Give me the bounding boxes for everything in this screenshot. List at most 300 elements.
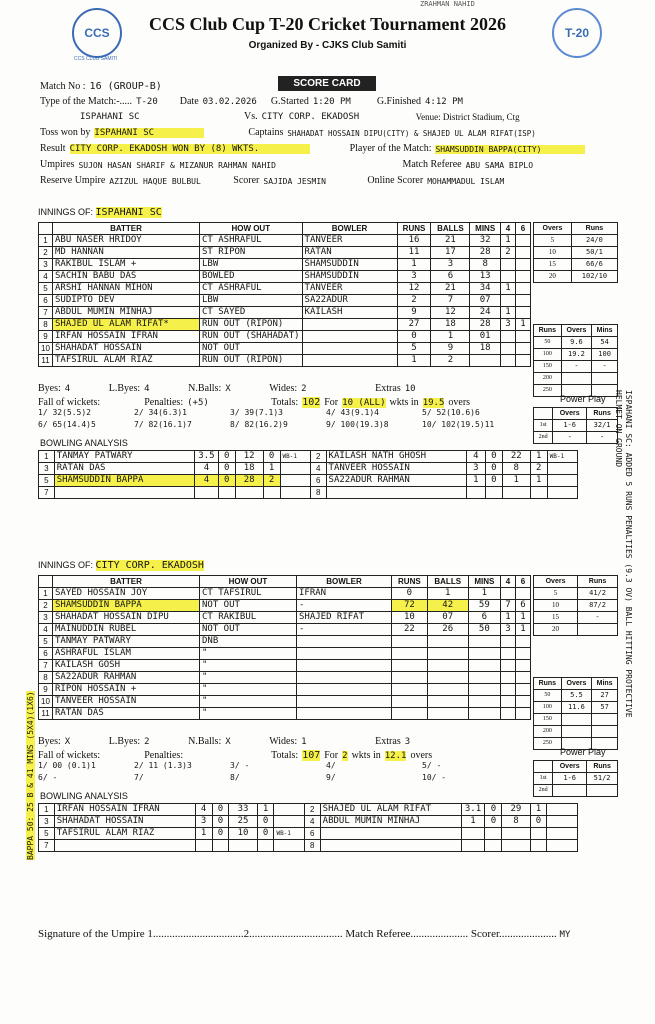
bowler-number: 6	[310, 475, 326, 487]
innings1-heading	[38, 207, 162, 218]
total-value: 102	[302, 397, 321, 408]
team1-value: ISPAHANI SC	[80, 112, 140, 122]
bowler-name	[302, 319, 397, 331]
bowler-maidens: 0	[485, 816, 502, 828]
fow-label: Fall of wickets:	[38, 750, 101, 761]
scorer-label: Scorer	[233, 175, 260, 186]
score-at-over: 87/2	[578, 600, 618, 612]
col-pp-runs: Runs	[587, 761, 618, 773]
bowler-name	[320, 840, 461, 852]
batting-header-row	[39, 576, 531, 588]
sixes	[516, 259, 531, 271]
row-number: 9	[39, 331, 53, 343]
bowling-row	[39, 840, 578, 852]
wides-value: 2	[301, 384, 307, 394]
power-play-row	[534, 785, 618, 797]
pp-overs: 1-6	[553, 773, 587, 785]
bowler-runs: 12	[235, 451, 263, 463]
fow-entry: 7/	[134, 773, 144, 782]
batting-row	[39, 331, 531, 343]
row-number: 3	[39, 612, 53, 624]
extras-label: Extras	[375, 383, 401, 394]
milestone-mins: 57	[592, 702, 618, 714]
sixes: 6	[516, 600, 531, 612]
bowler-number: 3	[39, 816, 55, 828]
how-out: RUN OUT (RIPON)	[200, 319, 303, 331]
milestone-mins	[592, 726, 618, 738]
fours: 1	[501, 612, 516, 624]
bowler-name	[297, 696, 392, 708]
row-number: 9	[39, 684, 53, 696]
bowler-name: SHAJED UL ALAM RIFAT	[320, 804, 461, 816]
referee-value: ABU SAMA BIPLO	[465, 161, 534, 170]
how-out: CT ASHRAFUL	[200, 283, 303, 295]
batter-name: SHAMSUDDIN BAPPA	[53, 600, 200, 612]
mins: 24	[470, 307, 501, 319]
mins: 07	[470, 295, 501, 307]
bowler-name: TANMAY PATWARY	[54, 451, 194, 463]
bowler-name: -	[297, 624, 392, 636]
overs-row	[534, 247, 618, 259]
bowler-name: TANVEER	[302, 283, 397, 295]
bowler-number: 2	[304, 804, 320, 816]
col-sixes: 6	[516, 576, 531, 588]
power-play-label: Power Play	[560, 747, 606, 757]
runs	[392, 672, 428, 684]
overs-row	[534, 588, 618, 600]
batter-name: SAYED HOSSAIN JOY	[53, 588, 200, 600]
bowler-runs	[502, 840, 530, 852]
vs-label: Vs.	[244, 111, 258, 122]
balls	[427, 708, 468, 720]
row-number: 10	[39, 343, 53, 355]
milestones-table	[533, 677, 618, 750]
fours	[501, 708, 516, 720]
result-line	[40, 140, 640, 154]
wides-label: Wides:	[269, 736, 298, 747]
bowler-maidens	[485, 840, 502, 852]
row-number: 7	[39, 660, 53, 672]
bowler-wickets	[530, 828, 547, 840]
score-at-over: -	[578, 612, 618, 624]
batter-name: ABDUL MUMIN MINHAJ	[53, 307, 200, 319]
fow-label: Fall of wickets:	[38, 397, 101, 408]
batter-name: ASHRAFUL ISLAM	[53, 648, 200, 660]
innings2-side-note	[26, 691, 35, 860]
over-mark: 10	[534, 600, 578, 612]
milestone-runs: 250	[534, 738, 562, 750]
innings-label: INNINGS OF:	[38, 207, 94, 217]
innings-label: INNINGS OF:	[38, 560, 94, 570]
batting-row	[39, 672, 531, 684]
match-type-line	[40, 93, 630, 107]
how-out: RUN OUT (RIPON)	[200, 355, 303, 367]
mins	[468, 696, 500, 708]
batter-name: TANVEER HOSSAIN	[53, 696, 200, 708]
team2-value: CITY CORP. EKADOSH	[261, 112, 360, 122]
bowler-number: 3	[39, 463, 55, 475]
toss-label: Toss won by	[40, 127, 91, 138]
penalties-value: (+5)	[187, 398, 209, 408]
power-play-table	[533, 407, 618, 444]
referee-signature: Match Referee.....................	[345, 928, 469, 940]
bowler-overs: 1	[461, 816, 485, 828]
bowler-runs	[502, 487, 530, 499]
bowler-runs: 8	[502, 816, 530, 828]
bowler-name	[302, 355, 397, 367]
col-num	[39, 576, 53, 588]
bowler-extras	[547, 804, 578, 816]
fours	[501, 672, 516, 684]
fours: 1	[501, 235, 516, 247]
nballs-label: N.Balls:	[188, 383, 222, 394]
bowler-wickets: 1	[530, 451, 547, 463]
bowler-overs: 4	[194, 475, 218, 487]
sixes	[516, 588, 531, 600]
pp-label: 1st	[534, 773, 553, 785]
mins: 28	[470, 247, 501, 259]
mins: 59	[468, 600, 500, 612]
bowler-name: SHAMSUDDIN BAPPA	[54, 475, 194, 487]
fours	[501, 636, 516, 648]
how-out: "	[200, 708, 297, 720]
pp-label: 2nd	[534, 432, 553, 444]
toss-value: ISPAHANI SC	[94, 128, 204, 138]
bowler-overs: 3	[466, 463, 485, 475]
col-overs: Overs	[534, 576, 578, 588]
extras-line	[38, 380, 538, 394]
batter-name: RIPON HOSSAIN +	[53, 684, 200, 696]
bowler-number: 7	[39, 487, 55, 499]
fours	[501, 648, 516, 660]
mins: 1	[468, 588, 500, 600]
power-play-row	[534, 420, 618, 432]
row-number: 1	[39, 235, 53, 247]
fow-entry: 10/ -	[422, 773, 447, 782]
sixes	[516, 660, 531, 672]
over-mark: 10	[534, 247, 572, 259]
bowler-name: TANVEER	[302, 235, 397, 247]
runs: 3	[397, 271, 431, 283]
toss-line	[40, 124, 640, 138]
mins	[468, 648, 500, 660]
runs: 16	[397, 235, 431, 247]
balls	[427, 684, 468, 696]
over-mark: 20	[534, 624, 578, 636]
bowler-maidens: 0	[485, 804, 502, 816]
row-number: 5	[39, 283, 53, 295]
mins: 28	[470, 319, 501, 331]
date-label: Date	[179, 96, 199, 107]
bowler-extras	[547, 828, 578, 840]
bowler-name	[297, 648, 392, 660]
fow-entry: 4/	[326, 761, 336, 770]
pom-label: Player of the Match:	[349, 143, 432, 154]
col-runs: Runs	[571, 223, 617, 235]
bowler-name: IRFAN HOSSAIN IFRAN	[54, 804, 195, 816]
bowler-maidens	[212, 840, 229, 852]
signature-line	[38, 928, 570, 940]
fow-entry: 10/ 102(19.5)11	[422, 420, 495, 429]
fours	[501, 355, 516, 367]
bowler-overs: 4	[194, 463, 218, 475]
milestone-runs: 100	[534, 349, 562, 361]
mins: 34	[470, 283, 501, 295]
overs-value: 19.5	[422, 398, 445, 408]
mins	[470, 355, 501, 367]
bowler-overs	[195, 840, 212, 852]
balls: 07	[427, 612, 468, 624]
fow-entry: 1/ 00 (0.1)1	[38, 761, 96, 770]
milestone-row	[534, 726, 618, 738]
col-batter: BATTER	[53, 576, 200, 588]
pp-overs	[553, 785, 587, 797]
row-number: 7	[39, 307, 53, 319]
bowler-name: SHAMSUDDIN	[302, 259, 397, 271]
fours	[501, 588, 516, 600]
mins: 01	[470, 331, 501, 343]
result-label: Result	[40, 143, 66, 154]
col-batter: BATTER	[53, 223, 200, 235]
milestone-mins: 27	[592, 690, 618, 702]
mins	[468, 636, 500, 648]
batting-row	[39, 355, 531, 367]
balls: 1	[427, 588, 468, 600]
fow-entry: 5/ -	[422, 761, 442, 770]
score-at-over: 50/1	[571, 247, 617, 259]
bowler-extras	[274, 804, 304, 816]
teams-line	[40, 108, 640, 122]
bowler-name: -	[297, 600, 392, 612]
col-mins: MINS	[468, 576, 500, 588]
score-at-over: 102/10	[571, 271, 617, 283]
byes-label: Byes:	[38, 383, 61, 394]
date-value: 03.02.2026	[202, 97, 257, 107]
bowler-maidens: 0	[218, 451, 235, 463]
bowler-extras: WB-1	[280, 451, 310, 463]
bowler-name	[326, 487, 466, 499]
bowler-name: SA22ADUR	[302, 295, 397, 307]
sixes	[516, 648, 531, 660]
bowler-overs: 4	[195, 804, 212, 816]
bowler-name: KAILASH	[302, 307, 397, 319]
pp-runs	[587, 785, 618, 797]
overs-label: overs	[410, 750, 433, 761]
overs-row	[534, 259, 618, 271]
col-balls: BALLS	[431, 223, 470, 235]
bowler-number: 5	[39, 828, 55, 840]
how-out: CT ASHRAFUL	[200, 235, 303, 247]
col-ms-runs: Runs	[534, 325, 562, 337]
milestone-row	[534, 349, 618, 361]
penalty-note: ISPAHANI SC: ADDED 5 RUNS PENALTIES (9.3 OV) BALL HITTING PROTECTIVE HELMET ON GROUND	[614, 390, 633, 718]
bowler-runs: 1	[502, 475, 530, 487]
type-value: T-20	[136, 97, 158, 107]
balls: 6	[431, 271, 470, 283]
col-ms-overs: Overs	[561, 678, 592, 690]
runs	[392, 660, 428, 672]
runs: 0	[392, 588, 428, 600]
bowler-name	[297, 636, 392, 648]
bowler-maidens: 0	[485, 451, 502, 463]
bowling-table	[38, 803, 578, 852]
bowler-maidens	[218, 487, 235, 499]
scorecard-label: SCORE CARD	[278, 76, 376, 91]
row-number: 3	[39, 259, 53, 271]
power-play-table	[533, 760, 618, 797]
runs: 72	[392, 600, 428, 612]
row-number: 5	[39, 636, 53, 648]
bowler-number: 7	[39, 840, 55, 852]
sixes: 1	[516, 624, 531, 636]
extras-label: Extras	[375, 736, 401, 747]
started-value: 1:20 PM	[312, 97, 351, 107]
batting-row	[39, 235, 531, 247]
wides-value: 1	[301, 737, 307, 747]
fow-grid	[38, 408, 518, 429]
scorer-initials: MY	[559, 930, 571, 940]
milestone-runs: 100	[534, 702, 562, 714]
bowler-wickets: 1	[257, 804, 274, 816]
how-out: RUN OUT (SHAHADAT)	[200, 331, 303, 343]
power-play-row	[534, 773, 618, 785]
mins	[468, 660, 500, 672]
score-at-over	[578, 624, 618, 636]
milestone-row	[534, 690, 618, 702]
how-out: CT SAYED	[200, 307, 303, 319]
mins: 18	[470, 343, 501, 355]
scorer-signature: Scorer.....................	[470, 928, 557, 940]
nballs-label: N.Balls:	[188, 736, 222, 747]
balls: 7	[431, 295, 470, 307]
nballs-value: X	[225, 384, 231, 394]
fours: 1	[501, 283, 516, 295]
for-label: For	[324, 750, 339, 761]
wickets-value: 2	[342, 751, 348, 761]
batter-name: TANMAY PATWARY	[53, 636, 200, 648]
col-overs: Overs	[534, 223, 572, 235]
fow-entry: 3/ -	[230, 761, 250, 770]
balls: 26	[427, 624, 468, 636]
runs: 5	[397, 343, 431, 355]
batting-row	[39, 708, 531, 720]
totals-label: Totals:	[271, 750, 299, 761]
bowler-extras: WB-1	[547, 451, 577, 463]
captains-value: SHAHADAT HOSSAIN DIPU(CITY) & SHAJED UL ALAM RIFAT(ISP)	[287, 129, 536, 138]
bowler-number: 1	[39, 451, 55, 463]
bowler-name: SA22ADUR RAHMAN	[326, 475, 466, 487]
balls	[427, 636, 468, 648]
sixes	[516, 283, 531, 295]
batting-header-row	[39, 223, 531, 235]
bowler-number: 1	[39, 804, 55, 816]
bowler-name	[297, 684, 392, 696]
balls: 9	[431, 343, 470, 355]
pom-value: SHAMSUDDIN BAPPA(CITY)	[435, 145, 585, 154]
how-out: DNB	[200, 636, 297, 648]
mins: 6	[468, 612, 500, 624]
milestone-runs: 250	[534, 385, 562, 397]
bowler-wickets: 0	[257, 816, 274, 828]
row-number: 8	[39, 672, 53, 684]
bowler-maidens	[485, 828, 502, 840]
mins: 32	[470, 235, 501, 247]
row-number: 10	[39, 696, 53, 708]
fours	[501, 696, 516, 708]
milestone-runs: 200	[534, 373, 562, 385]
bowling-row	[39, 804, 578, 816]
bowling-table	[38, 450, 578, 499]
milestone-overs	[561, 714, 592, 726]
how-out: NOT OUT	[200, 600, 297, 612]
bowler-maidens: 0	[485, 475, 502, 487]
fours: 1	[501, 307, 516, 319]
bowler-wickets: 0	[263, 451, 280, 463]
sixes	[516, 355, 531, 367]
bowler-wickets: 1	[530, 804, 547, 816]
col-pp-overs: Overs	[553, 761, 587, 773]
how-out: "	[200, 696, 297, 708]
bowler-name	[297, 660, 392, 672]
fow-entry: 7/ 82(16.1)7	[134, 420, 192, 429]
runs: 1	[397, 355, 431, 367]
balls: 3	[431, 259, 470, 271]
bowler-overs: 3.1	[461, 804, 485, 816]
row-number: 1	[39, 588, 53, 600]
mins	[468, 708, 500, 720]
col-fours: 4	[501, 576, 516, 588]
bowler-wickets: 1	[263, 463, 280, 475]
power-play-row	[534, 432, 618, 444]
runs: 2	[397, 295, 431, 307]
overs-row	[534, 600, 618, 612]
batting-row	[39, 696, 531, 708]
batting-row	[39, 319, 531, 331]
sixes	[516, 343, 531, 355]
bowler-runs: 8	[502, 463, 530, 475]
milestone-mins: 100	[592, 349, 618, 361]
referee-label: Match Referee	[402, 159, 462, 170]
bowler-number: 4	[310, 463, 326, 475]
byes-label: Byes:	[38, 736, 61, 747]
batting-row	[39, 612, 531, 624]
overs-row	[534, 271, 618, 283]
col-fours: 4	[501, 223, 516, 235]
bowler-overs: 4	[466, 451, 485, 463]
fow-entry: 9/	[326, 773, 336, 782]
innings1-team: ISPAHANI SC	[95, 207, 162, 218]
fours	[501, 343, 516, 355]
milestone-row	[534, 714, 618, 726]
milestone-overs	[561, 373, 592, 385]
bowler-maidens: 0	[218, 475, 235, 487]
col-pp	[534, 408, 553, 420]
sixes	[516, 696, 531, 708]
fow-entry: 2/ 34(6.3)1	[134, 408, 187, 417]
balls: 17	[431, 247, 470, 259]
row-number: 6	[39, 295, 53, 307]
balls: 21	[431, 235, 470, 247]
batting-row	[39, 648, 531, 660]
milestone-overs: 9.6	[561, 337, 592, 349]
bowler-wickets	[263, 487, 280, 499]
sixes	[516, 235, 531, 247]
milestone-runs: 200	[534, 726, 562, 738]
balls: 2	[431, 355, 470, 367]
fow-entry: 4/ 43(9.1)4	[326, 408, 379, 417]
bowler-overs	[194, 487, 218, 499]
wickets-value: 10 (ALL)	[342, 398, 386, 408]
